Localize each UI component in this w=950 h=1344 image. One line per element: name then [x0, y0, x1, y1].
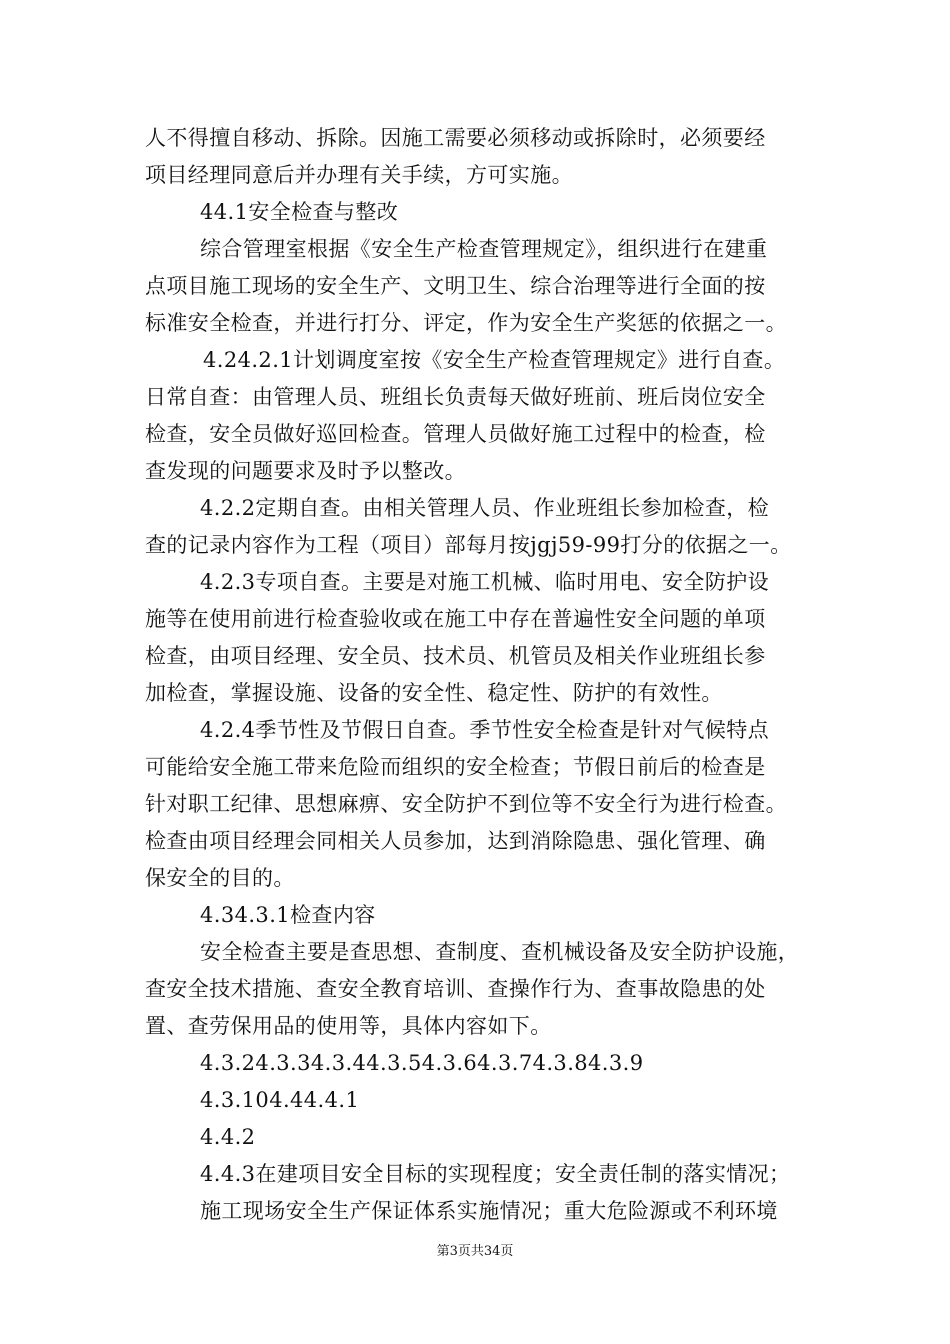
text-line-26: 4.3.24.3.34.3.44.3.54.3.64.3.74.3.84.3.9: [200, 1051, 644, 1075]
text-line-7: 4.24.2.1计划调度室按《安全生产检查管理规定》进行自查。: [203, 348, 786, 372]
page-number-footer: 第3页共34页: [436, 1244, 514, 1259]
text-line-2: 项目经理同意后并办理有关手续，方可实施。: [145, 163, 573, 187]
section-heading-4-4-1: 44.1安全检查与整改: [200, 200, 399, 224]
text-line-12: 查的记录内容作为工程（项目）部每月按jgj59-99打分的依据之一。: [145, 533, 792, 557]
text-line-27: 4.3.104.44.4.1: [200, 1088, 360, 1112]
text-line-11: 4.2.2定期自查。由相关管理人员、作业班组长参加检查，检: [200, 496, 770, 520]
text-line-24: 查安全技术措施、查安全教育培训、查操作行为、查事故隐患的处: [145, 977, 766, 1001]
text-line-13: 4.2.3专项自查。主要是对施工机械、临时用电、安全防护设: [200, 570, 770, 594]
text-line-9: 检查，安全员做好巡回检查。管理人员做好施工过程中的检查，检: [145, 422, 766, 446]
text-line-18: 可能给安全施工带来危险而组织的安全检查；节假日前后的检查是: [145, 755, 766, 779]
text-line-19: 针对职工纪律、思想麻痹、安全防护不到位等不安全行为进行检查。: [145, 792, 787, 816]
text-line-10: 查发现的问题要求及时予以整改。: [145, 459, 466, 483]
text-line-1: 人不得擅自移动、拆除。因施工需要必须移动或拆除时，必须要经: [145, 126, 766, 150]
text-line-21: 保安全的目的。: [145, 866, 295, 890]
text-line-15: 检查，由项目经理、安全员、技术员、机管员及相关作业班组长参: [145, 644, 766, 668]
text-line-20: 检查由项目经理会同相关人员参加，达到消除隐患、强化管理、确: [145, 829, 766, 853]
text-line-8: 日常自查：由管理人员、班组长负责每天做好班前、班后岗位安全: [145, 385, 766, 409]
section-heading-4-3-1: 4.34.3.1检查内容: [200, 903, 376, 927]
text-line-14: 施等在使用前进行检查验收或在施工中存在普遍性安全问题的单项: [145, 607, 766, 631]
text-line-23: 安全检查主要是查思想、查制度、查机械设备及安全防护设施，: [200, 940, 800, 964]
text-line-30: 施工现场安全生产保证体系实施情况；重大危险源或不利环境: [200, 1199, 778, 1223]
text-line-4: 综合管理室根据《安全生产检查管理规定》，组织进行在建重: [200, 237, 768, 261]
text-line-6: 标准安全检查，并进行打分、评定，作为安全生产奖惩的依据之一。: [145, 311, 787, 335]
text-line-25: 置、查劳保用品的使用等，具体内容如下。: [145, 1014, 552, 1038]
text-line-29: 4.4.3在建项目安全目标的实现程度；安全责任制的落实情况；: [200, 1162, 791, 1186]
text-line-17: 4.2.4季节性及节假日自查。季节性安全检查是针对气候特点: [200, 718, 770, 742]
text-line-28: 4.4.2: [200, 1125, 256, 1149]
text-line-5: 点项目施工现场的安全生产、文明卫生、综合治理等进行全面的按: [145, 274, 766, 298]
text-line-16: 加检查，掌握设施、设备的安全性、稳定性、防护的有效性。: [145, 681, 723, 705]
